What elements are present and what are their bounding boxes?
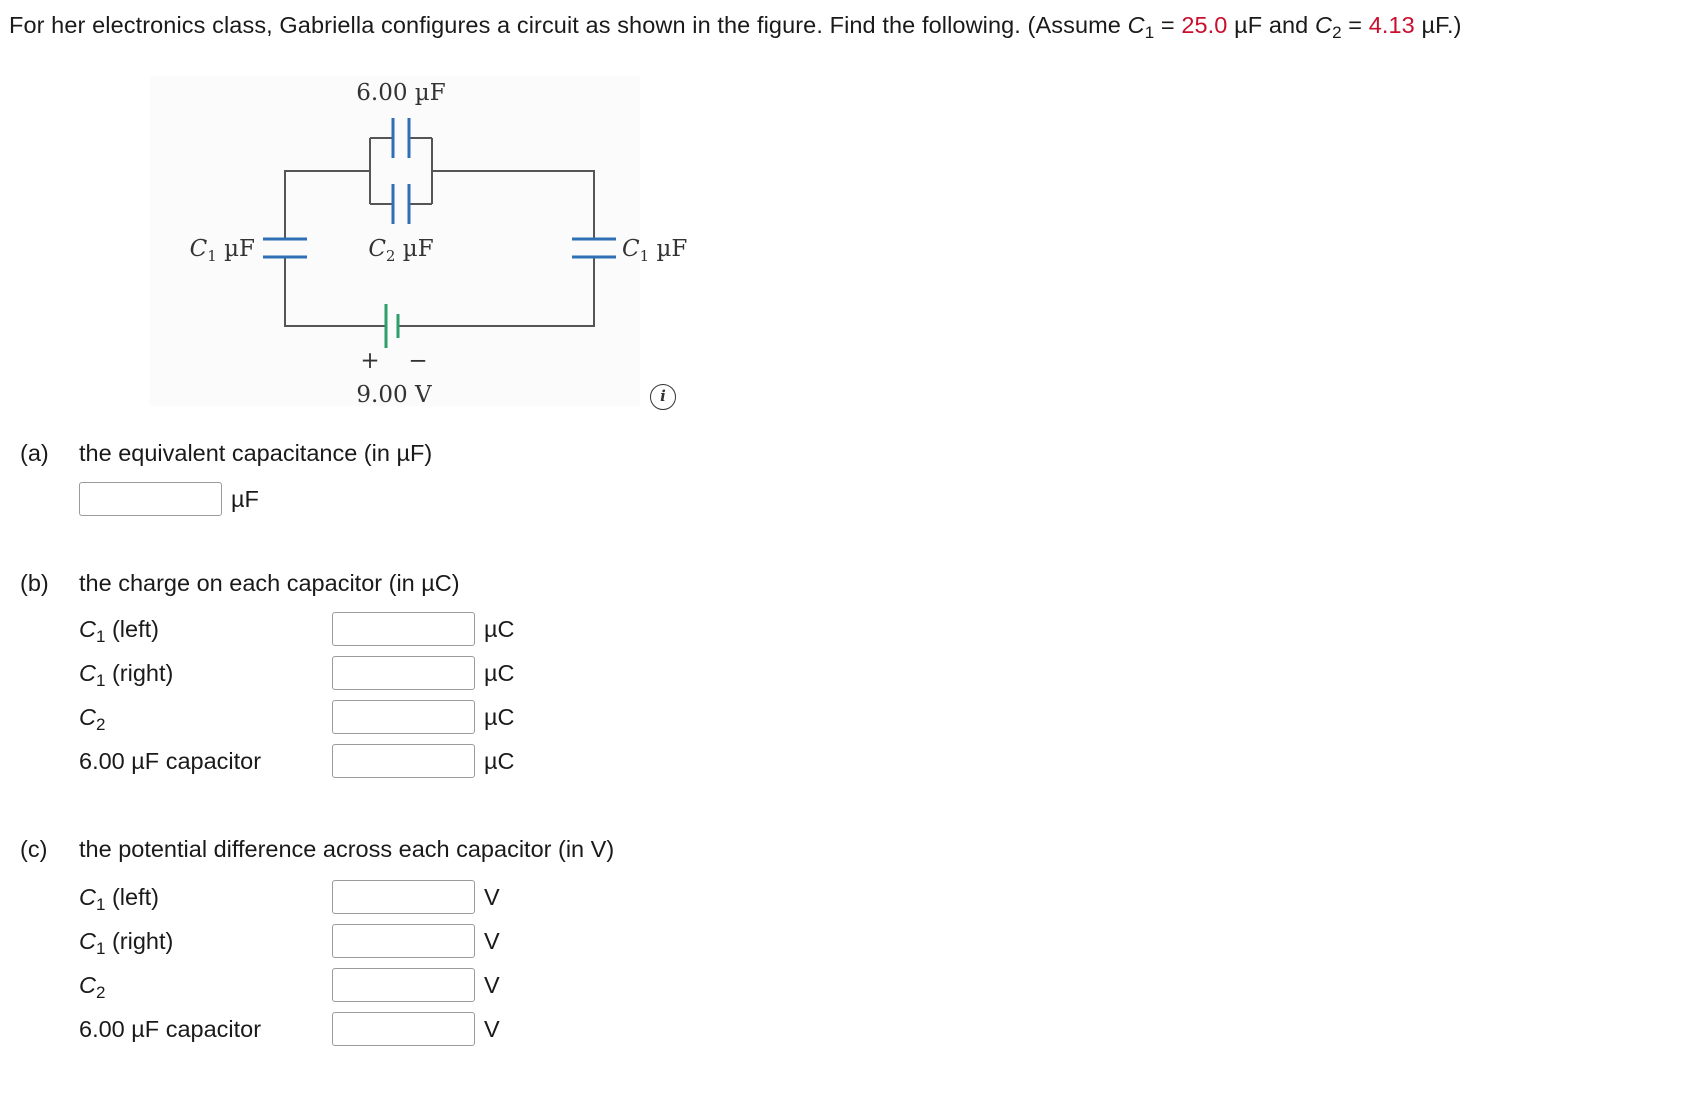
question-text: For her electronics class, Gabriella configures a circuit as shown in the figure. Find the following. (Assume $C_1 = 25.0$ µF and $C_2 = 4.13$ µF.) bbox=[9, 12, 1462, 42]
capacitor-c1-right bbox=[572, 239, 616, 257]
answer-a-input[interactable] bbox=[79, 482, 222, 516]
answer-b-c2-input[interactable] bbox=[332, 700, 475, 734]
label-c1-left: $C_1$ µF bbox=[189, 236, 255, 265]
label-6uF: 6.00 µF bbox=[356, 80, 446, 106]
unit-c-2: V bbox=[484, 972, 500, 998]
capacitor-c2 bbox=[393, 184, 409, 224]
unit-b-2: µC bbox=[484, 704, 515, 730]
answer-c-c1-right-input[interactable] bbox=[332, 924, 475, 958]
battery-plus: + bbox=[360, 348, 380, 374]
b-row-label-c1-right: $C_1$ (right) bbox=[79, 660, 174, 690]
battery-minus: − bbox=[408, 348, 428, 374]
circuit-wires bbox=[285, 138, 594, 326]
info-icon[interactable]: i bbox=[650, 384, 676, 410]
unit-b-1: µC bbox=[484, 660, 515, 686]
c-row-label-c1-right: $C_1$ (right) bbox=[79, 928, 174, 958]
battery-label: 9.00 V bbox=[356, 382, 432, 408]
unit-b-3: µC bbox=[484, 748, 515, 774]
circuit-figure bbox=[150, 76, 688, 408]
unit-c-0: V bbox=[484, 884, 500, 910]
answer-c-c1-left-input[interactable] bbox=[332, 880, 475, 914]
answer-c-6uF-input[interactable] bbox=[332, 1012, 475, 1046]
answer-b-c1-left-input[interactable] bbox=[332, 612, 475, 646]
answer-b-c1-right-input[interactable] bbox=[332, 656, 475, 690]
battery bbox=[386, 304, 398, 348]
b-row-label-c1-left: $C_1$ (left) bbox=[79, 616, 159, 646]
c-row-label-c2: $C_2$ bbox=[79, 972, 106, 1002]
label-c2: $C_2$ µF bbox=[368, 236, 434, 265]
capacitor-6uF bbox=[393, 118, 409, 158]
answer-c-c2-input[interactable] bbox=[332, 968, 475, 1002]
unit-a: µF bbox=[231, 486, 259, 512]
c1-value: 25.0 bbox=[1181, 12, 1228, 38]
unit-b-0: µC bbox=[484, 616, 515, 642]
b-row-label-6uF: 6.00 µF capacitor bbox=[79, 748, 262, 774]
capacitor-c1-left bbox=[263, 239, 307, 257]
c-row-label-c1-left: $C_1$ (left) bbox=[79, 884, 159, 914]
c2-value: 4.13 bbox=[1368, 12, 1415, 38]
label-c1-right: $C_1$ µF bbox=[622, 236, 688, 265]
b-row-label-c2: $C_2$ bbox=[79, 704, 106, 734]
answer-b-6uF-input[interactable] bbox=[332, 744, 475, 778]
unit-c-3: V bbox=[484, 1016, 500, 1042]
c-row-label-6uF: 6.00 µF capacitor bbox=[79, 1016, 262, 1042]
unit-c-1: V bbox=[484, 928, 500, 954]
